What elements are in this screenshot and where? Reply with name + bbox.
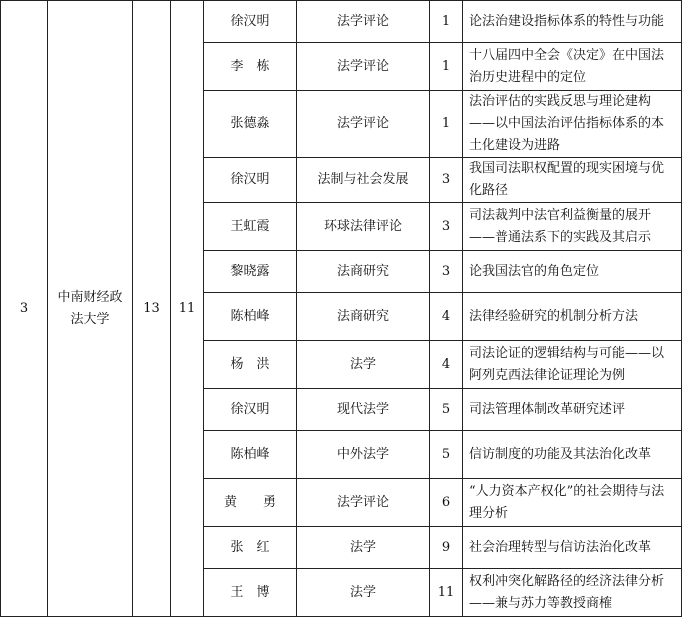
issue-cell: 1 bbox=[430, 1, 463, 43]
journal-cell: 法学 bbox=[297, 341, 430, 389]
title-cell: 法治评估的实践反思与理论建构——以中国法治评估指标体系的本土化建设为进路 bbox=[463, 91, 682, 158]
author-cell: 徐汉明 bbox=[204, 158, 297, 203]
journal-cell: 法商研究 bbox=[297, 293, 430, 341]
author-cell: 张 红 bbox=[204, 527, 297, 569]
title-cell: 司法管理体制改革研究述评 bbox=[463, 389, 682, 431]
author-cell: 黄 勇 bbox=[204, 479, 297, 527]
author-cell: 徐汉明 bbox=[204, 1, 297, 43]
journal-cell: 环球法律评论 bbox=[297, 203, 430, 251]
journal-cell: 现代法学 bbox=[297, 389, 430, 431]
author-cell: 陈柏峰 bbox=[204, 431, 297, 479]
table-body bbox=[1, 1, 682, 617]
count-a-cell: 13 bbox=[133, 1, 171, 617]
journal-cell: 法学 bbox=[297, 569, 430, 617]
author-cell: 杨 洪 bbox=[204, 341, 297, 389]
table-row bbox=[1, 1, 682, 43]
rank-cell: 3 bbox=[1, 1, 48, 617]
author-cell: 黎晓露 bbox=[204, 251, 297, 293]
title-cell: 司法裁判中法官利益衡量的展开——普通法系下的实践及其启示 bbox=[463, 203, 682, 251]
issue-cell: 1 bbox=[430, 43, 463, 91]
title-cell: 十八届四中全会《决定》在中国法治历史进程中的定位 bbox=[463, 43, 682, 91]
issue-cell: 4 bbox=[430, 293, 463, 341]
journal-cell: 中外法学 bbox=[297, 431, 430, 479]
title-cell: 社会治理转型与信访法治化改革 bbox=[463, 527, 682, 569]
issue-cell: 3 bbox=[430, 203, 463, 251]
issue-cell: 3 bbox=[430, 251, 463, 293]
title-cell: 权利冲突化解路径的经济法律分析——兼与苏力等教授商榷 bbox=[463, 569, 682, 617]
issue-cell: 9 bbox=[430, 527, 463, 569]
journal-cell: 法学评论 bbox=[297, 91, 430, 158]
title-cell: 司法论证的逻辑结构与可能——以阿列克西法律论证理论为例 bbox=[463, 341, 682, 389]
issue-cell: 5 bbox=[430, 389, 463, 431]
issue-cell: 3 bbox=[430, 158, 463, 203]
title-cell: 论我国法官的角色定位 bbox=[463, 251, 682, 293]
issue-cell: 1 bbox=[430, 91, 463, 158]
author-cell: 李 栋 bbox=[204, 43, 297, 91]
author-cell: 王虹霞 bbox=[204, 203, 297, 251]
journal-cell: 法学 bbox=[297, 527, 430, 569]
issue-cell: 5 bbox=[430, 431, 463, 479]
title-cell: 论法治建设指标体系的特性与功能 bbox=[463, 1, 682, 43]
issue-cell: 11 bbox=[430, 569, 463, 617]
title-cell: 信访制度的功能及其法治化改革 bbox=[463, 431, 682, 479]
journal-cell: 法学评论 bbox=[297, 479, 430, 527]
journal-cell: 法商研究 bbox=[297, 251, 430, 293]
author-cell: 陈柏峰 bbox=[204, 293, 297, 341]
journal-cell: 法制与社会发展 bbox=[297, 158, 430, 203]
author-cell: 张德淼 bbox=[204, 91, 297, 158]
journal-cell: 法学评论 bbox=[297, 43, 430, 91]
author-cell: 徐汉明 bbox=[204, 389, 297, 431]
institution-cell: 中南财经政法大学 bbox=[48, 1, 133, 617]
journal-cell: 法学评论 bbox=[297, 1, 430, 43]
author-cell: 王 博 bbox=[204, 569, 297, 617]
issue-cell: 4 bbox=[430, 341, 463, 389]
title-cell: “人力资本产权化”的社会期待与法理分析 bbox=[463, 479, 682, 527]
issue-cell: 6 bbox=[430, 479, 463, 527]
title-cell: 我国司法职权配置的现实困境与优化路径 bbox=[463, 158, 682, 203]
count-b-cell: 11 bbox=[171, 1, 204, 617]
title-cell: 法律经验研究的机制分析方法 bbox=[463, 293, 682, 341]
